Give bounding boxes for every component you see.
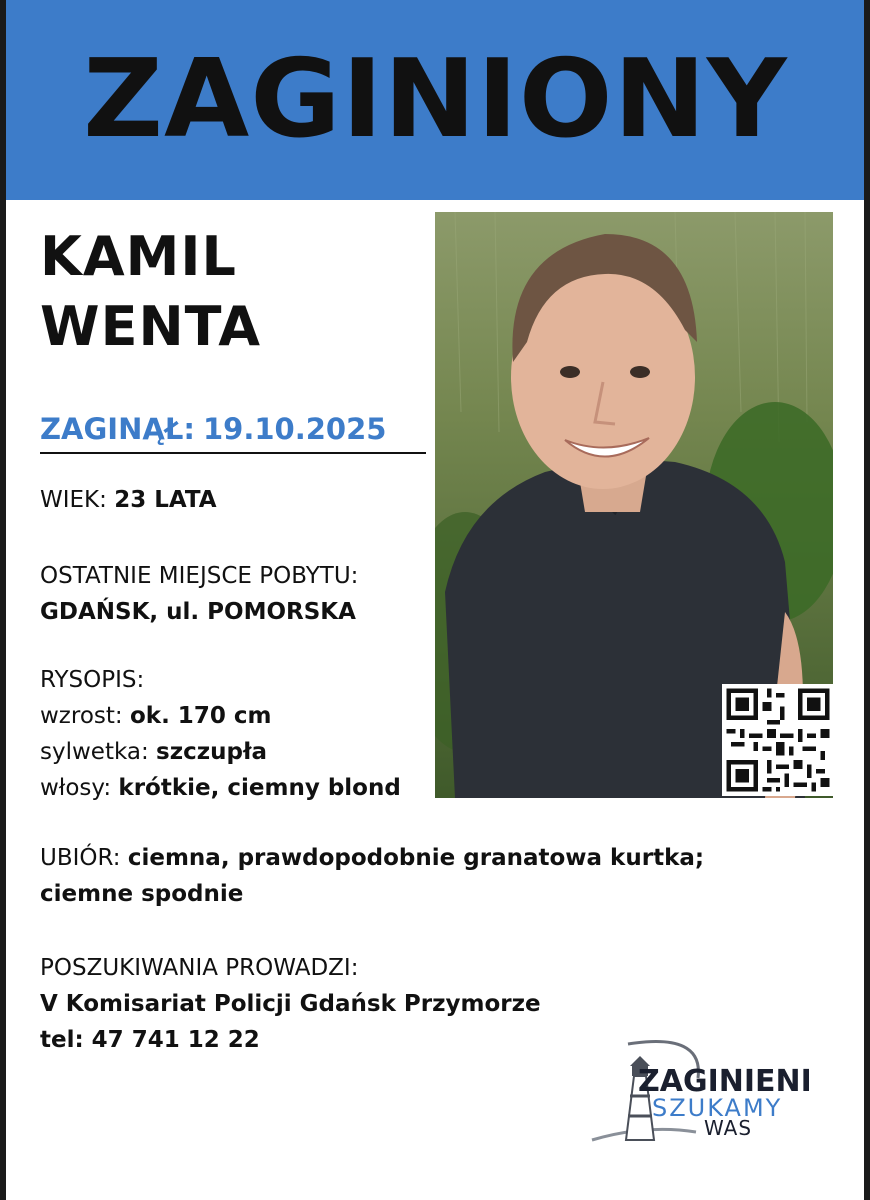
last-seen-label: OSTATNIE MIEJSCE POBYTU: (40, 563, 359, 589)
search-label: POSZUKIWANIA PROWADZI: (40, 955, 359, 981)
missing-person-poster (6, 0, 864, 1200)
organization-logo (586, 1036, 826, 1148)
qr-code-graphic (722, 684, 834, 796)
first-name: KAMIL (40, 225, 237, 288)
person-name (40, 222, 261, 362)
clothing-value-line2: ciemne spodnie (40, 881, 244, 907)
hair-value: krótkie, ciemny blond (118, 775, 401, 801)
logo-text-szukamy: SZUKAMY (652, 1094, 783, 1122)
build-value: szczupła (156, 739, 268, 765)
clothing-field (40, 840, 704, 912)
hair-label: włosy: (40, 775, 112, 801)
missing-date-line (40, 412, 426, 454)
last-name: WENTA (40, 295, 262, 358)
build-label: sylwetka: (40, 739, 149, 765)
last-seen-field (40, 558, 358, 630)
search-phone: tel: 47 741 12 22 (40, 1027, 260, 1053)
logo-text-was: WAS (704, 1116, 753, 1140)
clothing-value-line1: ciemna, prawdopodobnie granatowa kurtka; (127, 845, 705, 871)
missing-date-label: ZAGINĄŁ: (40, 412, 195, 446)
description-field (40, 662, 401, 806)
qr-code-icon[interactable] (722, 684, 834, 796)
search-unit: V Komisariat Policji Gdańsk Przymorze (40, 991, 541, 1017)
logo-text-zaginieni: ZAGINIENI (638, 1064, 812, 1099)
height-label: wzrost: (40, 703, 123, 729)
description-label: RYSOPIS: (40, 667, 145, 693)
page-title: ZAGINIONY (82, 37, 788, 162)
search-field (40, 950, 541, 1058)
height-value: ok. 170 cm (129, 703, 272, 729)
age-value: 23 LATA (114, 487, 217, 513)
missing-date-value: 19.10.2025 (203, 412, 387, 446)
age-field (40, 482, 217, 518)
clothing-label: UBIÓR: (40, 845, 121, 871)
header-banner (6, 0, 864, 200)
age-label: WIEK: (40, 487, 107, 513)
last-seen-value: GDAŃSK, ul. POMORSKA (40, 599, 356, 625)
